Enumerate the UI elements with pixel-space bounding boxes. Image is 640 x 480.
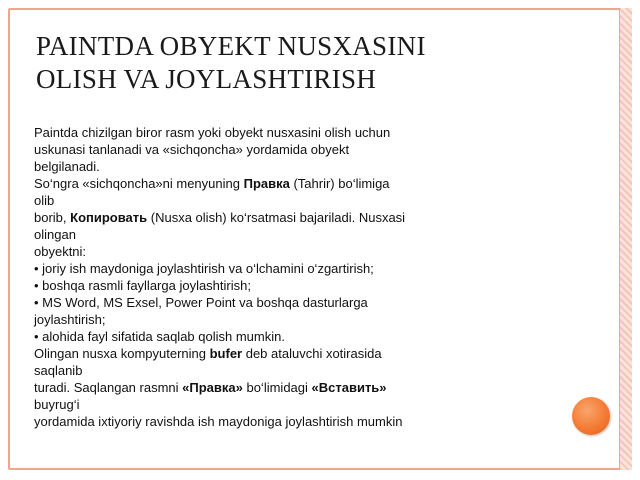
body-line: joylashtirish; xyxy=(34,312,106,327)
body-line: obyektni: xyxy=(34,244,87,259)
body-line xyxy=(34,175,452,192)
body-line: buyrug‘i xyxy=(34,397,80,412)
body-line: yordamida ixtiyoriy ravishda ish maydoniga joylashtirish mumkin xyxy=(34,414,403,429)
bold-term-vstavit: «Вставить» xyxy=(311,380,387,395)
slide-body-text xyxy=(34,124,452,430)
bold-term-pravka-quoted: «Правка» xyxy=(182,380,243,395)
decorative-side-band xyxy=(619,8,632,470)
text-run: deb ataluvchi xotirasida xyxy=(242,346,382,361)
body-line: uskunasi tanlanadi va «sichqoncha» yordamida obyekt xyxy=(34,142,350,157)
bullet-item: • joriy ish maydoniga joylashtirish va o‘lchamini o‘zgartirish; xyxy=(34,261,374,276)
body-line xyxy=(34,345,452,362)
bullet-item: • alohida fayl sifatida saqlab qolish mumkin. xyxy=(34,329,285,344)
body-line: Paintda chizilgan biror rasm yoki obyekt nusxasini olish uchun xyxy=(34,125,391,140)
title-line-1: PAINTDA OBYEKT NUSXASINI xyxy=(36,31,426,61)
title-line-2: OLISH VA JOYLASHTIRISH xyxy=(36,64,377,94)
body-line: belgilanadi. xyxy=(34,159,100,174)
text-run: Olingan nusxa kompyuterning xyxy=(34,346,210,361)
slide-title xyxy=(36,30,596,96)
text-run: So‘ngra «sichqoncha»ni menyuning xyxy=(34,176,244,191)
text-run: bo‘limidagi xyxy=(242,380,312,395)
text-run: borib, xyxy=(34,210,71,225)
bullet-item: • MS Word, MS Exsel, Power Point va boshqa dasturlarga xyxy=(34,295,368,310)
body-line: saqlanib xyxy=(34,363,83,378)
text-run: (Tahrir) bo‘limiga xyxy=(289,176,390,191)
bold-term-kopirovat: Копировать xyxy=(70,210,148,225)
text-run: (Nusxa olish) ko‘rsatmasi bajariladi. Nusxasi xyxy=(147,210,406,225)
body-line: olingan xyxy=(34,227,76,242)
body-line xyxy=(34,209,452,226)
bold-term-pravka: Правка xyxy=(243,176,290,191)
text-run: turadi. Saqlangan rasmni xyxy=(34,380,183,395)
bold-term-bufer: bufer xyxy=(209,346,243,361)
body-line xyxy=(34,379,452,396)
bullet-item: • boshqa rasmli fayllarga joylashtirish; xyxy=(34,278,251,293)
decorative-orange-circle xyxy=(572,397,610,435)
body-line: olib xyxy=(34,193,55,208)
